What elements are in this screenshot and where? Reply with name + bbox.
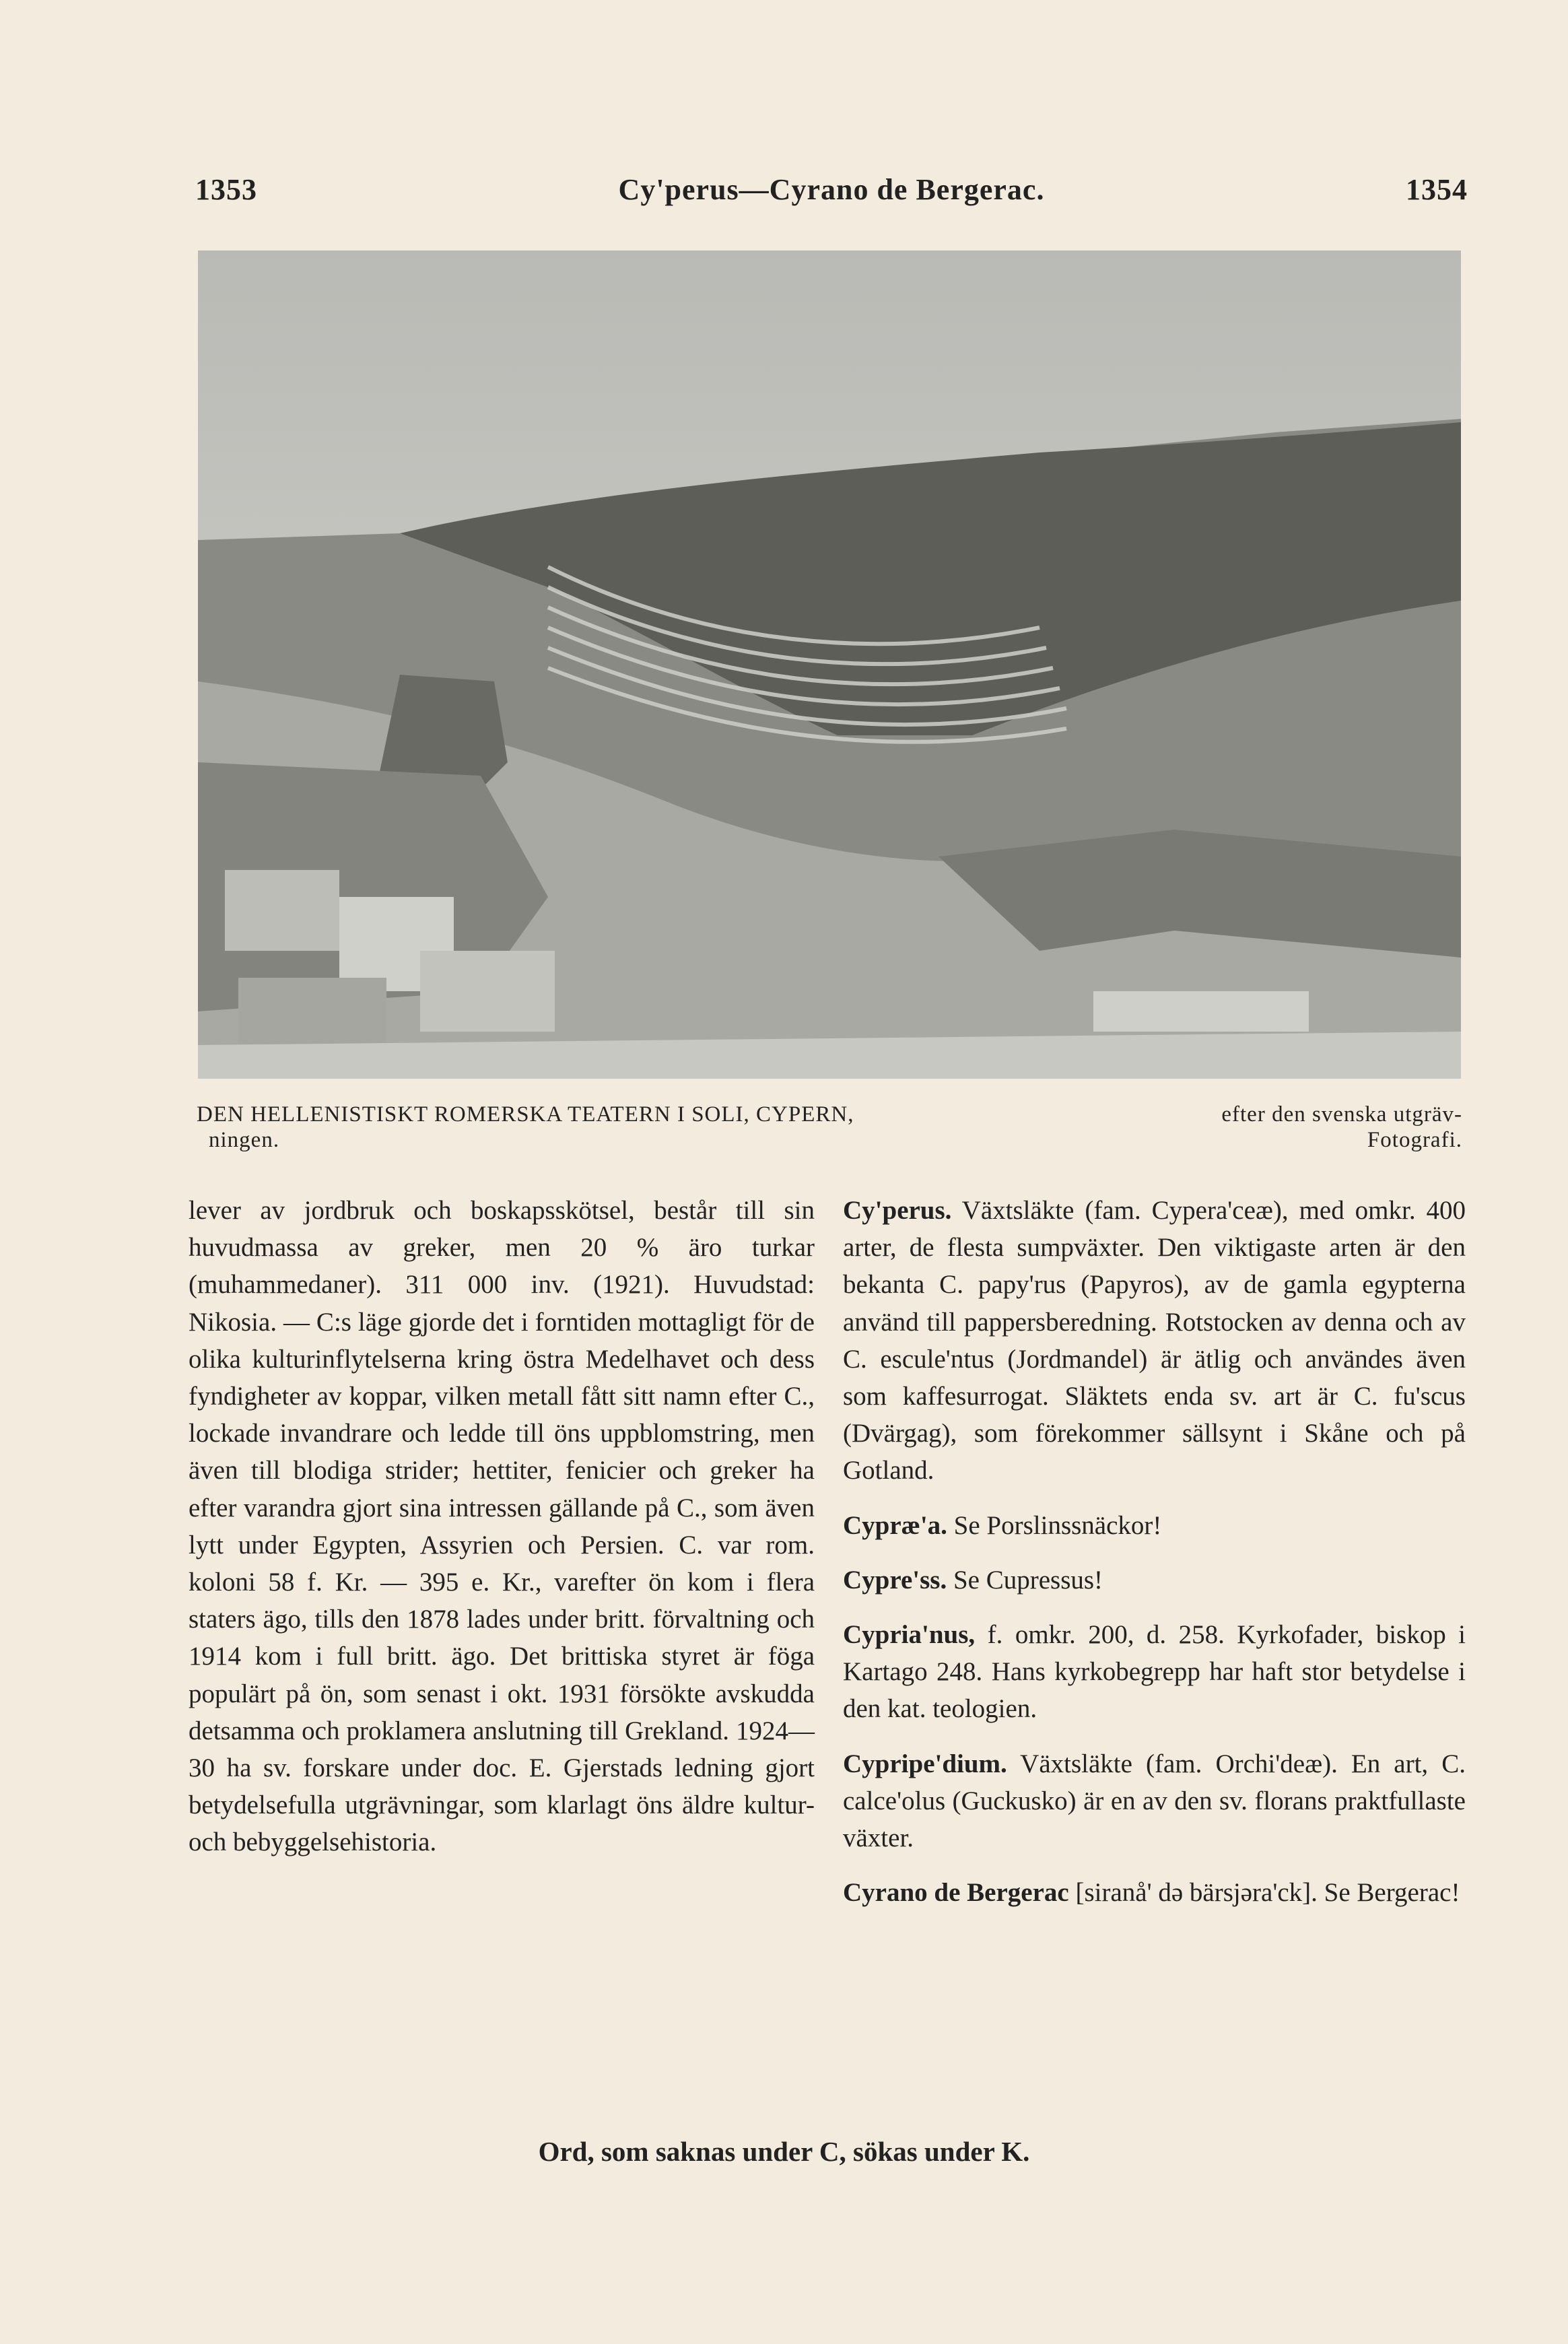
entry-text: Växtsläkte (fam. Cypera'ceæ), med omkr. 400 arter, de flesta sumpväxter. Den viktigaste arten är den bekanta C. papy'rus (Papyros), av de gamla egypterna använd till pappersberedning. Rotstocken av denna och av C. escule'ntus (Jordmandel) är ätlig och användes även som kaffesurrogat. Släktets enda sv. art är C. fu'scus (Dvärgag), som förekommer sällsynt i Skåne och på Gotland. xyxy=(843,1196,1466,1485)
left-column-text: lever av jordbruk och boskapsskötsel, består till sin huvudmassa av greker, men 20 % äro turkar (muhammedaner). 311 000 inv. (1921). Huvudstad: Nikosia. — C:s läge gjorde det i forntiden mottagligt för de olika kulturinflytelserna kring östra Medelhavet och dess fyndigheter av koppar, vilken metall fått sitt namn efter C., lockade invandrare och ledde till öns uppblomstring, men även till blodiga strider; hettiter, fenicier och greker ha efter varandra gjort sina intressen gällande på C., som även lytt under Egypten, Assyrien och Persien. C. var rom. koloni 58 f. Kr. — 395 e. Kr., varefter ön kom i flera staters ägo, tills den 1878 lades under britt. förvaltning och 1914 kom i full britt. ägo. Det brittiska styret är föga populärt på ön, som senast i okt. 1931 försökte avskudda detsamma och proklamera anslutning till Grekland. 1924—30 ha sv. forskare under doc. E. Gjerstads ledning gjort betydelsefulla utgrävningar, som klarlagt öns äldre kultur- och bebyggelsehistoria. xyxy=(189,1196,815,1857)
photo-credit: Fotografi. xyxy=(1367,1128,1462,1152)
photo-illustration xyxy=(198,250,1461,1079)
running-title: Cy'perus—Cyrano de Bergerac. xyxy=(618,173,1045,206)
page-number-right: 1354 xyxy=(1406,173,1468,206)
caption-main: DEN HELLENISTISKT ROMERSKA TEATERN I SOLI, CYPERN, xyxy=(197,1102,854,1127)
headword: Cy'perus. xyxy=(843,1196,952,1225)
entry-text: Se Cupressus! xyxy=(953,1565,1103,1595)
caption-rest: efter den svenska utgräv- xyxy=(1221,1102,1462,1127)
entry-text: f. omkr. 200, d. 258. Kyrkofader, biskop i Kartago 248. Hans kyrkobegrepp har haft stor betydelse i den kat. teologien. xyxy=(843,1620,1466,1724)
running-header xyxy=(195,172,1468,213)
entry-cyrano xyxy=(843,1874,1466,1911)
entry-text: Växtsläkte (fam. Orchi'deæ). En art, C. calce'olus (Guckusko) är en av den sv. florans praktfullaste växter. xyxy=(843,1749,1466,1853)
entry-cypripedium xyxy=(843,1745,1466,1857)
entry-text: [siranå' də bärsjəra'ck]. Se Bergerac! xyxy=(1075,1878,1460,1908)
headword: Cypria'nus, xyxy=(843,1620,976,1650)
entry-cyprianus xyxy=(843,1616,1466,1728)
entry-cypress xyxy=(843,1562,1466,1599)
headword: Cyrano de Bergerac xyxy=(843,1878,1069,1908)
entry-cyperus xyxy=(843,1192,1466,1489)
entry-cypraea xyxy=(843,1507,1466,1544)
page-number-left: 1353 xyxy=(195,173,257,206)
headword: Cypre'ss. xyxy=(843,1565,947,1595)
footer-note: Ord, som saknas under C, sökas under K. xyxy=(538,2136,1030,2167)
headword: Cypripe'dium. xyxy=(843,1749,1007,1778)
right-column xyxy=(843,1192,1466,1929)
figure-caption xyxy=(197,1102,1462,1153)
caption-line2: ningen. xyxy=(209,1128,280,1152)
headword: Cypræ'a. xyxy=(843,1510,947,1540)
left-column xyxy=(189,1192,815,1861)
entry-text: Se Porslinssnäckor! xyxy=(953,1510,1162,1540)
theater-photograph xyxy=(198,250,1461,1079)
